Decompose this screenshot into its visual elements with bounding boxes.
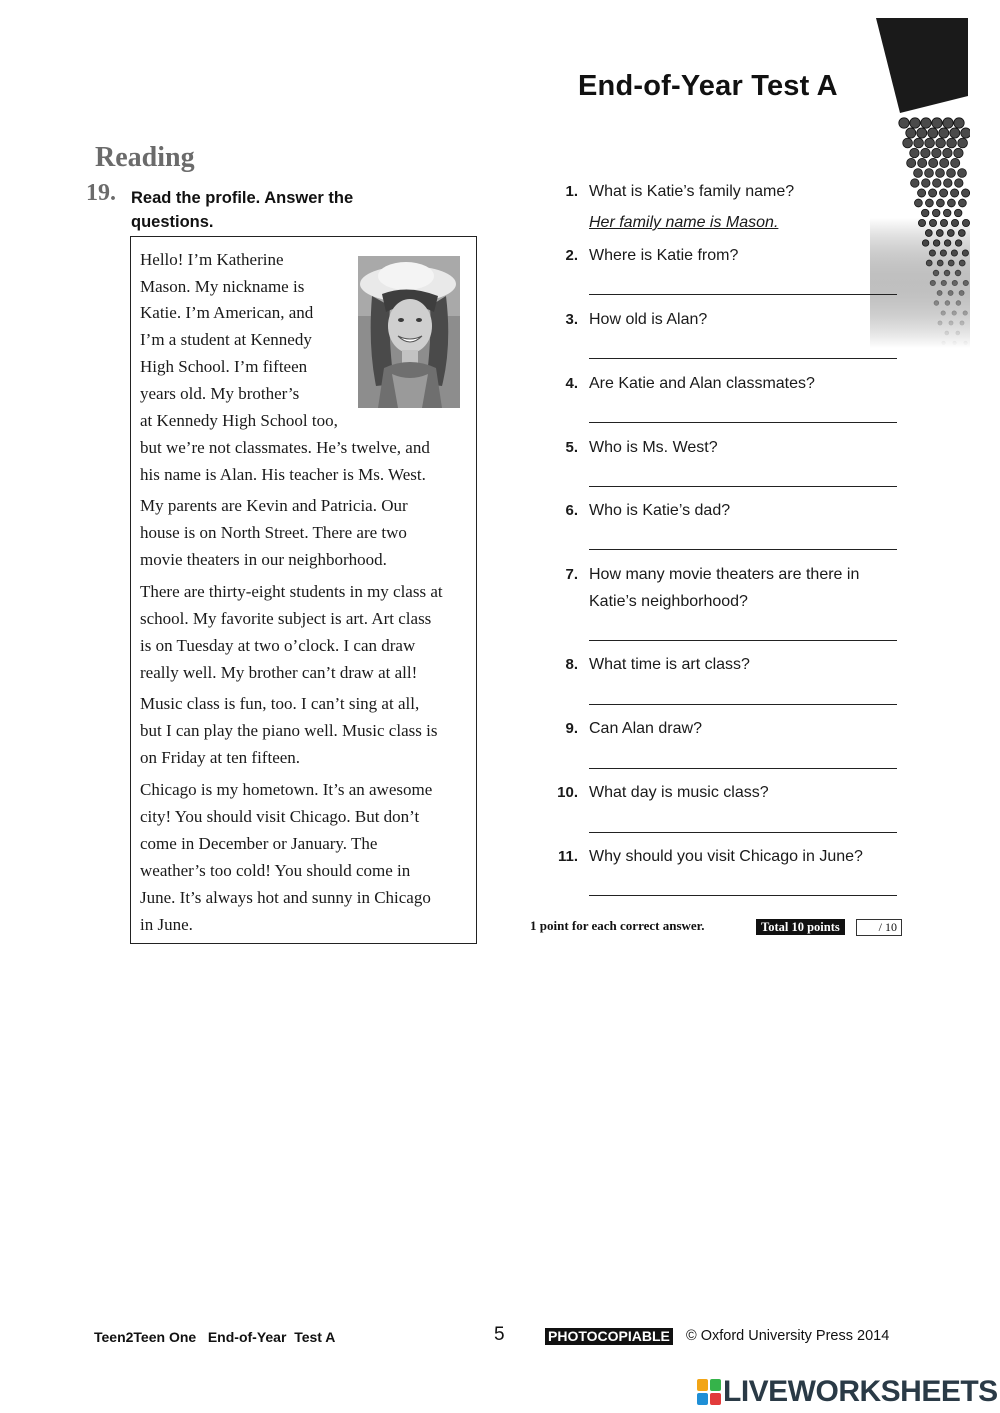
answer-line[interactable] [589, 704, 897, 705]
example-answer: Her family name is Mason. [589, 214, 779, 231]
question-text: How many movie theaters are there in [589, 566, 860, 583]
profile-line: years old. My brother’s [140, 384, 300, 403]
profile-line: Mason. My nickname is [140, 277, 305, 296]
footer-book-title: Teen2Teen One End-of-Year Test A [94, 1329, 336, 1345]
profile-line: school. My favorite subject is art. Art class [140, 609, 432, 628]
profile-line: really well. My brother can’t draw at all! [140, 663, 418, 682]
profile-line: is on Tuesday at two o’clock. I can draw [140, 636, 416, 655]
page-number: 5 [494, 1324, 505, 1345]
question-text: Can Alan draw? [589, 720, 702, 737]
answer-line[interactable] [589, 486, 897, 487]
question-number: 4. [565, 375, 578, 392]
section-title: Reading [95, 142, 195, 173]
profile-line: his name is Alan. His teacher is Ms. West. [140, 465, 426, 484]
liveworksheets-icon [697, 1379, 721, 1405]
profile-line: at Kennedy High School too, [140, 411, 338, 430]
profile-line: house is on North Street. There are two [140, 523, 407, 542]
corner-dot-pattern [870, 18, 970, 348]
profile-line: I’m a student at Kennedy [140, 330, 312, 349]
profile-line: on Friday at ten fifteen. [140, 748, 301, 767]
question-number: 7. [565, 566, 578, 583]
question-number: 3. [565, 311, 578, 328]
liveworksheets-wordmark: LIVEWORKSHEETS [723, 1375, 998, 1408]
profile-line: movie theaters in our neighborhood. [140, 550, 387, 569]
question-text: What is Katie’s family name? [589, 183, 795, 200]
exercise-instruction: Read the profile. Answer the questions. [131, 189, 354, 231]
question-text: What day is music class? [589, 784, 769, 801]
test-title: End-of-Year Test A [578, 70, 838, 102]
profile-line: in June. [140, 915, 193, 934]
profile-photo [358, 256, 460, 408]
answer-line[interactable] [589, 294, 897, 295]
answer-line[interactable] [589, 895, 897, 896]
profile-line: but I can play the piano well. Music class is [140, 721, 438, 740]
question-text-continued: Katie’s neighborhood? [589, 593, 748, 610]
exercise-number: 19. [86, 180, 116, 206]
question-number: 8. [565, 656, 578, 673]
profile-line: June. It’s always hot and sunny in Chicago [140, 888, 431, 907]
profile-line: Chicago is my hometown. It’s an awesome [140, 780, 433, 799]
profile-line: Music class is fun, too. I can’t sing at all, [140, 694, 420, 713]
question-text: Are Katie and Alan classmates? [589, 375, 815, 392]
copyright-notice: © Oxford University Press 2014 [686, 1328, 890, 1344]
liveworksheets-logo[interactable] [697, 1377, 998, 1407]
score-box[interactable]: / 10 [856, 919, 902, 936]
photocopiable-badge: PHOTOCOPIABLE [545, 1328, 673, 1345]
profile-line: but we’re not classmates. He’s twelve, and [140, 438, 430, 457]
profile-line: Katie. I’m American, and [140, 303, 314, 322]
question-number: 10. [557, 784, 578, 801]
question-text: Where is Katie from? [589, 247, 739, 264]
profile-line: My parents are Kevin and Patricia. Our [140, 496, 408, 515]
question-number: 9. [565, 720, 578, 737]
profile-line: come in December or January. The [140, 834, 378, 853]
question-text: Why should you visit Chicago in June? [589, 848, 863, 865]
profile-line: weather’s too cold! You should come in [140, 861, 411, 880]
question-number: 11. [557, 848, 578, 865]
answer-line[interactable] [589, 358, 897, 359]
scoring-note: 1 point for each correct answer. [530, 918, 705, 933]
question-number: 5. [565, 439, 578, 456]
total-points-badge: Total 10 points [756, 919, 845, 935]
question-text: What time is art class? [589, 656, 750, 673]
profile-line: High School. I’m fifteen [140, 357, 308, 376]
answer-line[interactable] [589, 422, 897, 423]
question-text: Who is Katie’s dad? [589, 502, 731, 519]
question-number: 6. [565, 502, 578, 519]
profile-line: Hello! I’m Katherine [140, 250, 284, 269]
answer-line[interactable] [589, 640, 897, 641]
answer-line[interactable] [589, 768, 897, 769]
profile-line: There are thirty-eight students in my class at [140, 582, 443, 601]
question-number: 1. [565, 183, 578, 200]
profile-line: city! You should visit Chicago. But don’t [140, 807, 420, 826]
question-text: Who is Ms. West? [589, 439, 718, 456]
answer-line[interactable] [589, 549, 897, 550]
answer-line[interactable] [589, 832, 897, 833]
question-number: 2. [565, 247, 578, 264]
question-text: How old is Alan? [589, 311, 708, 328]
